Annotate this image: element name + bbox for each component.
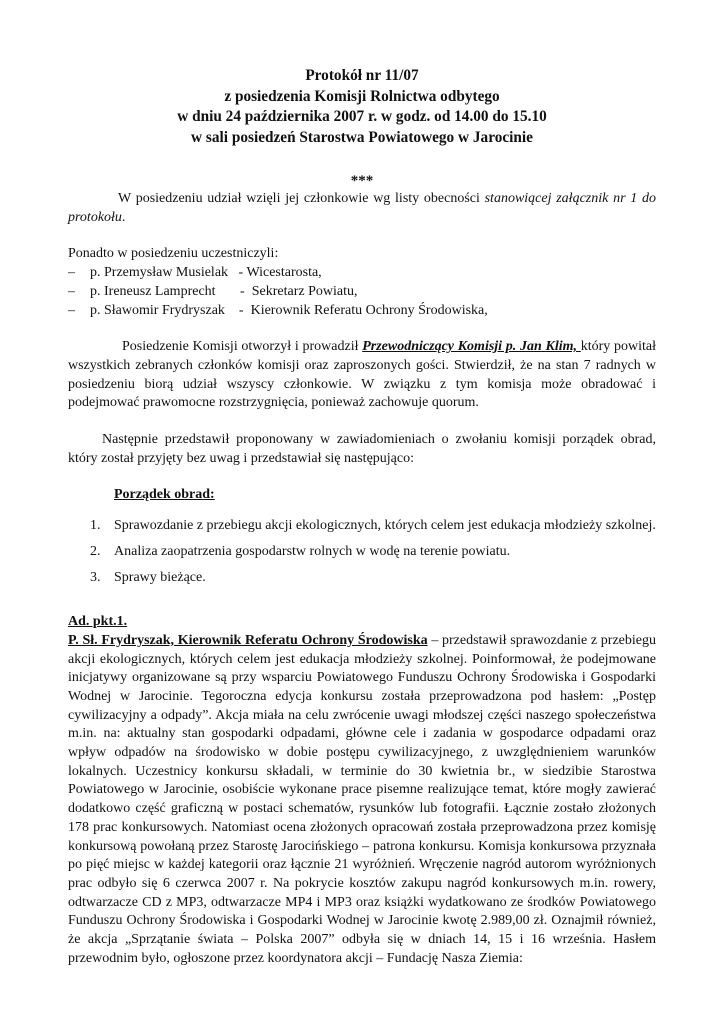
- list-item: [68, 513, 656, 539]
- protocol-title: Protokół nr 11/07: [305, 67, 419, 84]
- opening-continuation: który powitał wszystkich zebranych członków komisji oraz zaproszonych gości. Stwierdził, że na stan 7 radnych w posiedzeniu biorą udział wszyscy członkowie. W związku z tym komisja może obradować i podejmować prawomocne rozstrzygnięcia, ponieważ zachowuje quorum.: [68, 339, 657, 411]
- participant-text: p. Sławomir Frydryszak - Kierownik Referatu Ochrony Środowiska,: [90, 302, 488, 318]
- section-body: – przedstawił sprawozdanie z przebiegu akcji ekologicznych, których celem jest edukacja młodzieży szkolnej. Poinformował, że podejmowane inicjatywy organizowane są przy wsparciu Powiatowego Funduszu Ochrony Środowiska i Gospodarki Wodnej w Jarocinie. Tegoroczna edycja konkursu została przeprowadzona pod hasłem: „Postęp cywilizacyjny a odpady”. Akcja miała na celu zwrócenie uwagi młodszej części naszego społeczeństwa m.in. na: aktualny stan gospodarki odpadami, główne cele i zadania w gospodarce odpadami oraz wpływ odpadów na środowisko w dobie postępu cywilizacyjnego, z uwzględnieniem warunków lokalnych. Uczestnicy konkursu składali, w terminie do 30 kwietnia br., w siedzibie Starostwa Powiatowego w Jarocinie, osobiście wykonane prace pisemne realizujące temat, które mogły zawierać dodatkowo część graficzną w postaci schematów, rysunków lub fotografii. Łącznie zostało złożonych 178 prac konkursowych. Natomiast ocena złożonych opracowań została przeprowadzona przez komisję konkursową powołaną przez Starostę Jarocińskiego – patrona konkursu. Komisja konkursowa przyznała po pięć miejsc w każdej kategorii oraz łącznie 21 wyróżnień. Wręczenie nagród autorom wyróżnionych prac odbyło się 6 czerwca 2007 r. Na pokrycie kosztów zakupu nagród konkursowych m.in. rowery, odtwarzacze CD z MP3, odtwarzacze MP4 i MP3 oraz książki wydatkowano ze środków Powiatowego Funduszu Ochrony Środowiska i Gospodarki Wodnej w Jarocinie kwotę 2.989,00 zł. Oznajmił również, że akcja „Sprzątanie świata – Polska 2007” odbyła się w dniach 14, 15 i 16 września. Hasłem przewodnim było, ogłoszone przez koordynatora akcji – Fundację Nasza Ziemia:: [68, 632, 657, 966]
- document-header: [68, 66, 656, 190]
- list-item: [68, 264, 656, 283]
- agenda-intro-paragraph: Następnie przedstawił proponowany w zawiadomieniach o zwołaniu komisji porządek obrad, który został przyjęty bez uwag i przedstawiał się następująco:: [68, 432, 656, 466]
- protocol-location: w sali posiedzeń Starostwa Powiatowego w Jarocinie: [191, 128, 533, 146]
- speaker-name: P. Sł. Frydryszak, Kierownik Referatu Ochrony Środowiska: [68, 632, 428, 648]
- agenda-heading: Porządek obrad:: [114, 487, 215, 503]
- separator-stars: ***: [350, 173, 374, 189]
- participant-text: p. Ireneusz Lamprecht - Sekretarz Powiatu,: [90, 283, 358, 299]
- attendance-end: .: [121, 209, 126, 225]
- dash-bullet: –: [68, 302, 75, 318]
- participants-intro: Ponadto w posiedzeniu uczestniczyli:: [68, 246, 279, 262]
- attendance-paragraph: [68, 190, 656, 227]
- list-item: [68, 283, 656, 302]
- attendance-attachment-note: stanowiącej załącznik nr 1 do protokołu: [68, 191, 656, 225]
- list-item: [68, 565, 656, 591]
- protocol-date: w dniu 24 października 2007 r. w godz. od 14.00 do 15.10: [177, 108, 547, 125]
- section-paragraph: [68, 632, 656, 969]
- item-text: Sprawy bieżące.: [114, 570, 206, 586]
- item-number: 1.: [90, 518, 101, 534]
- item-text: Sprawozdanie z przebiegu akcji ekologicznych, których celem jest edukacja młodzieży szkolnej.: [114, 518, 656, 534]
- chairman-name: Przewodniczący Komisji p. Jan Klim,: [362, 339, 581, 355]
- item-number: 2.: [90, 544, 101, 560]
- opening-text: Posiedzenie Komisji otworzył i prowadził: [122, 339, 363, 355]
- participants-list: [68, 264, 656, 320]
- section-heading: Ad. pkt.1.: [68, 614, 128, 630]
- protocol-subtitle: z posiedzenia Komisji Rolnictwa odbytego: [224, 87, 500, 105]
- list-item: [68, 539, 656, 565]
- opening-paragraph: [68, 338, 656, 413]
- attendance-text: W posiedzeniu udział wzięli jej członkowie wg listy obecności: [118, 191, 485, 206]
- dash-bullet: –: [68, 283, 75, 299]
- item-text: Analiza zaopatrzenia gospodarstw rolnych w wodę na terenie powiatu.: [114, 544, 511, 560]
- item-number: 3.: [90, 570, 101, 586]
- agenda-list: [68, 513, 656, 591]
- dash-bullet: –: [68, 265, 75, 281]
- list-item: [68, 302, 656, 321]
- participant-text: p. Przemysław Musielak - Wicestarosta,: [90, 265, 322, 281]
